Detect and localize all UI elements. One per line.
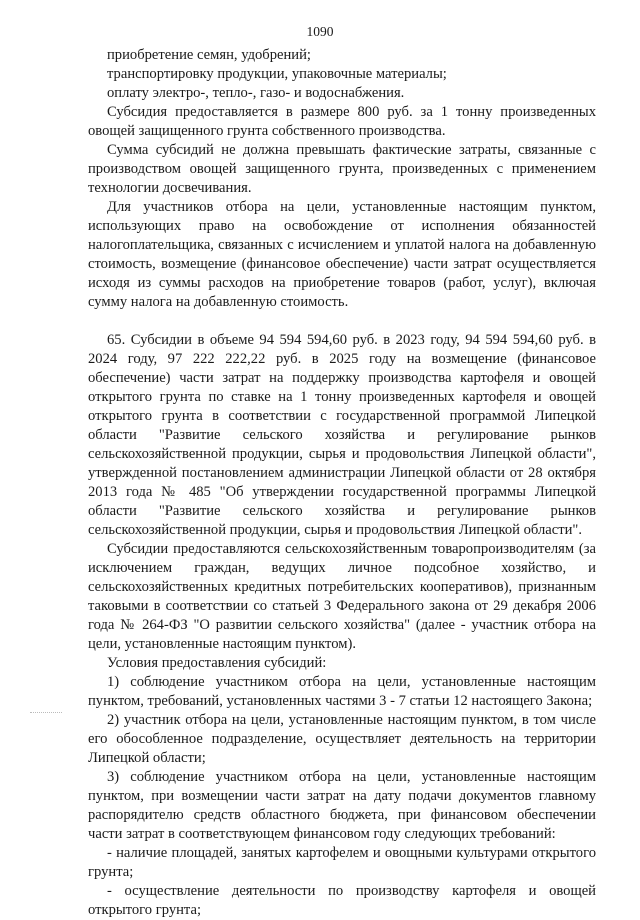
paragraph: 2) участник отбора на цели, установленные настоящим пунктом, в том числе его обособленное подразделение, осуществляет деятельность на территории Липецкой области; (88, 712, 596, 766)
paragraph: - осуществление деятельности по производству картофеля и овощей открытого грунта; (88, 883, 596, 918)
paragraph: приобретение семян, удобрений; (107, 47, 311, 63)
paragraph: 65. Субсидии в объеме 94 594 594,60 руб. в 2023 году, 94 594 594,60 руб. в 2024 году, 97 222 222,22 руб. в 2025 году на возмещение (финансовое обеспечение) части затрат на поддержку производства картофеля и овощей открытого грунта по ставке на 1 тонну произведенных картофеля и овощей открытого грунта в соответствии с государственной программой Липецкой области "Развитие сельского хозяйства и регулирование рынков сельскохозяйственной продукции, сырья и продовольствия Липецкой области", утвержденной постановлением администрации Липецкой области от 28 октября 2013 года № 485 "Об утверждении государственной программы Липецкой области "Развитие сельского хозяйства и регулирование рынков сельскохозяйственной продукции, сырья и продовольствия Липецкой области". (88, 332, 596, 538)
paragraph: оплату электро-, тепло-, газо- и водоснабжения. (107, 85, 405, 101)
paragraph: Субсидии предоставляются сельскохозяйственным товаропроизводителям (за исключением граждан, ведущих личное подсобное хозяйство, и сельскохозяйственных кредитных потребительских кооперативов), признанным таковыми в соответствии со статьей 3 Федерального закона от 29 декабря 2006 года № 264-ФЗ "О развитии сельского хозяйства" (далее - участник отбора на цели, установленные настоящим пунктом). (88, 541, 596, 652)
paragraph: - наличие площадей, занятых картофелем и овощными культурами открытого грунта; (88, 845, 596, 880)
margin-mark (30, 712, 62, 715)
paragraph: Субсидия предоставляется в размере 800 руб. за 1 тонну произведенных овощей защищенного грунта собственного производства. (88, 104, 596, 139)
paragraph: Сумма субсидий не должна превышать фактические затраты, связанные с производством овощей защищенного грунта, произведенных с применением технологии досвечивания. (88, 142, 596, 196)
document-body (88, 46, 596, 920)
paragraph: 3) соблюдение участником отбора на цели, установленные настоящим пунктом, при возмещении части затрат на дату подачи документов главному распорядителю средств областного бюджета, при финансовом обеспечении части затрат в соответствующем финансовом году следующих требований: (88, 769, 596, 842)
paragraph: 1) соблюдение участником отбора на цели, установленные настоящим пунктом, требований, установленных частями 3 - 7 статьи 12 настоящего Закона; (88, 674, 596, 709)
paragraph: Для участников отбора на цели, установленные настоящим пунктом, использующих право на освобождение от исполнения обязанностей налогоплательщика, связанных с исчислением и уплатой налога на добавленную стоимость, возмещение (финансовое обеспечение) части затрат осуществляется исходя из суммы расходов на приобретение товаров (работ, услуг), включая сумму налога на добавленную стоимость. (88, 199, 596, 310)
paragraph: Условия предоставления субсидий: (107, 655, 327, 671)
page-number: 1090 (306, 24, 334, 39)
paragraph: транспортировку продукции, упаковочные материалы; (107, 66, 447, 82)
